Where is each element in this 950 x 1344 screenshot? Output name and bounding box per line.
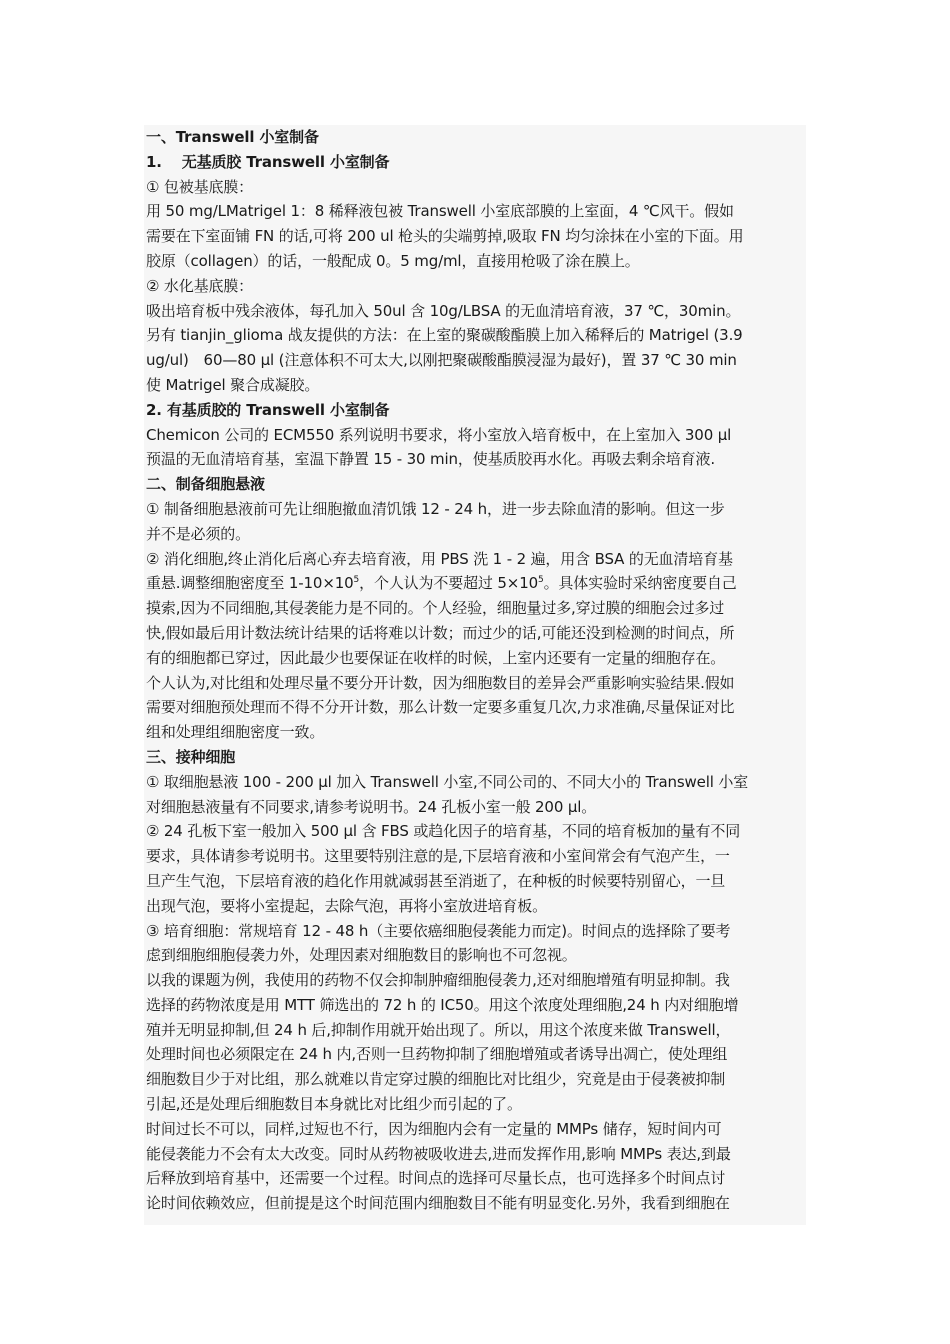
text-line: ③ 培育细胞：常规培育 12 - 48 h（主要依癌细胞侵袭能力而定)。时间点的选择除了要考 — [146, 921, 731, 940]
section-heading: 1. 无基质胶 Transwell 小室制备 — [146, 152, 390, 171]
text-line: ② 24 孔板下室一般加入 500 μl 含 FBS 或趋化因子的培育基，不同的培育板加的量有不同 — [146, 822, 741, 841]
text-line: ① 包被基底膜： — [146, 177, 254, 196]
text-line: 后释放到培育基中，还需要一个过程。时间点的选择可尽量长点，也可选择多个时间点讨 — [146, 1169, 726, 1188]
text-line: 摸索,因为不同细胞,其侵袭能力是不同的。个人经验，细胞量过多,穿过膜的细胞会过多过 — [146, 599, 725, 618]
text-line: 另有 tianjin_glioma 战友提供的方法：在上室的聚碳酸酯膜上加入稀释后的 Matrigel (3.9 — [146, 326, 743, 345]
text-line: 需要在下室面铺 FN 的话,可将 200 ul 枪头的尖端剪掉,吸取 FN 均匀涂抹在小室的下面。用 — [146, 227, 744, 246]
text-line: 需要对细胞预处理而不得不分开计数，那么计数一定要多重复几次,力求准确,尽量保证对比 — [146, 698, 735, 717]
section-heading: 三、接种细胞 — [146, 747, 236, 766]
text-line: 用 50 mg/LMatrigel 1：8 稀释液包被 Transwell 小室底部膜的上室面，4 ℃风干。假如 — [146, 202, 734, 221]
text-line: 旦产生气泡，下层培育液的趋化作用就减弱甚至消逝了，在种板的时候要特别留心，一旦 — [146, 871, 726, 890]
text-line: ② 水化基底膜： — [146, 276, 254, 295]
text-line: 个人认为,对比组和处理尽量不要分开计数，因为细胞数目的差异会严重影响实验结果.假如 — [146, 673, 735, 692]
text-line: 出现气泡，要将小室提起，去除气泡，再将小室放进培育板。 — [146, 896, 547, 915]
text-line: 对细胞悬液量有不同要求,请参考说明书。24 孔板小室一般 200 μl。 — [146, 797, 597, 816]
text-line: 殖并无明显抑制,但 24 h 后,抑制作用就开始出现了。所以，用这个浓度来做 Transwell， — [146, 1020, 731, 1039]
text-line: 要求，具体请参考说明书。这里要特别注意的是,下层培育液和小室间常会有气泡产生，一 — [146, 847, 730, 866]
text-line: 组和处理组细胞密度一致。 — [146, 723, 325, 742]
text-line: 细胞数目少于对比组，那么就难以肯定穿过膜的细胞比对比组少，究竟是由于侵袭被抑制 — [146, 1070, 726, 1089]
text-line: 以我的课题为例，我使用的药物不仅会抑制肿瘤细胞侵袭力,还对细胞增殖有明显抑制。我 — [146, 971, 730, 990]
text-fragment: 。具体实验时采纳密度要自己 — [543, 574, 737, 593]
section-heading: 二、制备细胞悬液 — [146, 475, 265, 494]
text-line: Chemicon 公司的 ECM550 系列说明书要求，将小室放入培育板中，在上室加入 300 μl — [146, 425, 732, 444]
text-line: 吸出培育板中残余液体，每孔加入 50ul 含 10g/LBSA 的无血清培育液，37 ℃，30min。 — [146, 301, 741, 320]
superscript: 5 — [353, 575, 360, 586]
text-line: ② 消化细胞,终止消化后离心弃去培育液，用 PBS 洗 1 - 2 遍，用含 BSA 的无血清培育基 — [146, 549, 733, 568]
text-fragment: 重悬.调整细胞密度至 1-10×10 — [146, 574, 354, 593]
text-line: ① 取细胞悬液 100 - 200 μl 加入 Transwell 小室,不同公司的、不同大小的 Transwell 小室 — [146, 772, 749, 791]
superscript: 5 — [538, 575, 544, 586]
document-body — [144, 125, 806, 1225]
text-line: 引起,还是处理后细胞数目本身就比对比组少而引起的了。 — [146, 1095, 522, 1114]
text-line: 时间过长不可以，同样,过短也不行，因为细胞内会有一定量的 MMPs 储存，短时间内可 — [146, 1119, 722, 1138]
text-line: 并不是必须的。 — [146, 524, 250, 543]
text-line: 论时间依赖效应，但前提是这个时间范围内细胞数目不能有明显变化.另外，我看到细胞在 — [146, 1194, 730, 1213]
text-line: 胶原（collagen）的话，一般配成 0。5 mg/ml，直接用枪吸了涂在膜上。 — [146, 251, 640, 270]
text-line: ① 制备细胞悬液前可先让细胞撤血清饥饿 12 - 24 h，进一步去除血清的影响。但这一步 — [146, 499, 725, 518]
section-heading: 一、Transwell 小室制备 — [146, 128, 319, 146]
text-line: 有的细胞都已穿过，因此最少也要保证在收样的时候，上室内还要有一定量的细胞存在。 — [146, 648, 726, 667]
text-line: 选择的药物浓度是用 MTT 筛选出的 72 h 的 IC50。用这个浓度处理细胞,24 h 内对细胞增 — [146, 995, 739, 1014]
text-line: 预温的无血清培育基，室温下静置 15 - 30 min，使基质胶再水化。再吸去剩余培育液. — [146, 450, 715, 469]
text-line: 快,假如最后用计数法统计结果的话将难以计数；而过少的话,可能还没到检测的时间点，所 — [146, 623, 735, 642]
text-line — [146, 571, 804, 596]
text-fragment: ，个人认为不要超过 5×10 — [359, 574, 538, 593]
text-line: ug/ul) 60—80 μl (注意体积不可太大,以刚把聚碳酸酯膜浸湿为最好)，置 37 ℃ 30 min — [146, 351, 737, 370]
text-line: 虑到细胞细胞侵袭力外，处理因素对细胞数目的影响也不可忽视。 — [146, 946, 577, 965]
text-line: 处理时间也必须限定在 24 h 内,否则一旦药物抑制了细胞增殖或者诱导出凋亡，使处理组 — [146, 1045, 728, 1064]
text-line: 能侵袭能力不会有太大改变。同时从药物被吸收进去,进而发挥作用,影响 MMPs 表达,到最 — [146, 1144, 731, 1163]
section-heading: 2. 有基质胶的 Transwell 小室制备 — [146, 400, 390, 419]
text-line: 使 Matrigel 聚合成凝胶。 — [146, 375, 320, 394]
